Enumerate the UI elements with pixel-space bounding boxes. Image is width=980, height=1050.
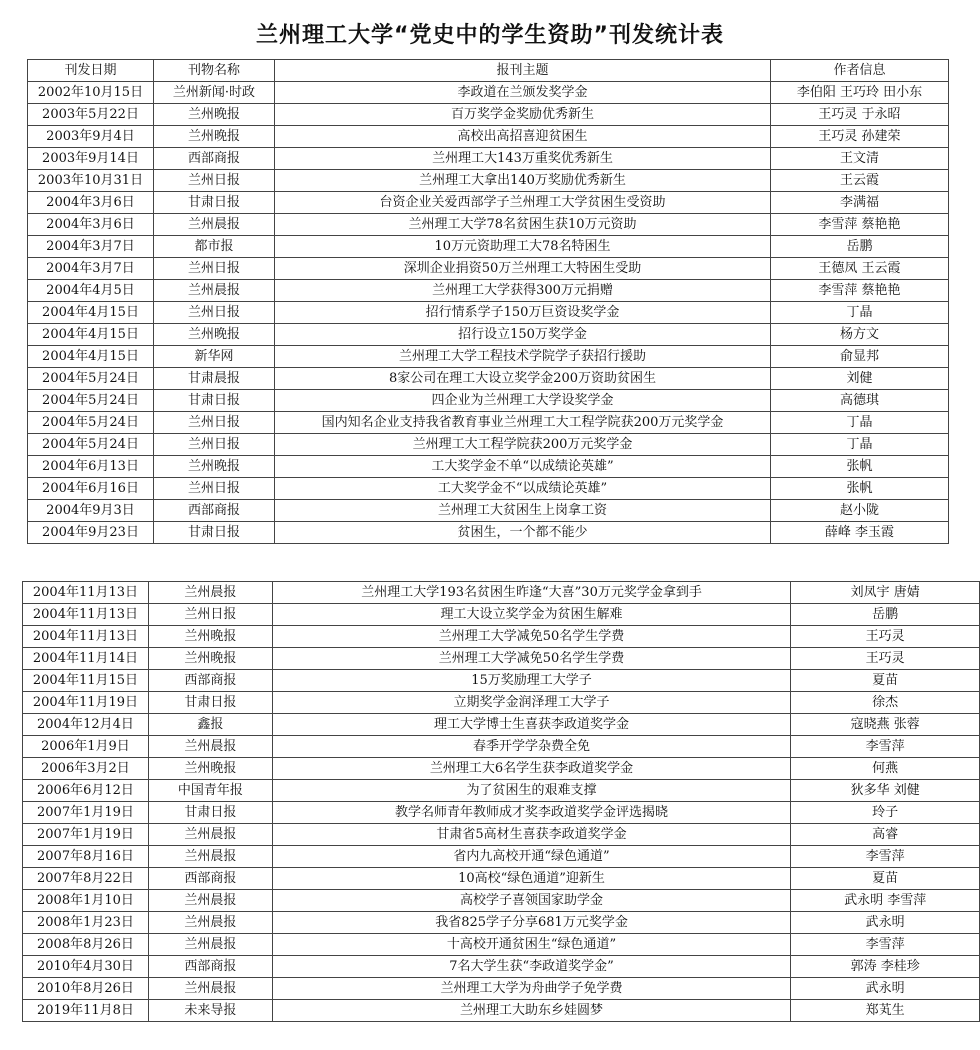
publication-cell: 兰州晚报 (148, 758, 272, 780)
date-cell: 2008年1月23日 (23, 912, 149, 934)
date-cell: 2004年11月13日 (23, 626, 149, 648)
column-header: 刊发日期 (28, 60, 154, 82)
author-cell: 丁晶 (771, 302, 949, 324)
publication-cell: 兰州晨报 (148, 582, 272, 604)
author-cell: 李满福 (771, 192, 949, 214)
topic-cell: 15万奖励理工大学子 (272, 670, 791, 692)
author-cell: 杨方文 (771, 324, 949, 346)
topic-cell: 春季开学学杂费全免 (272, 736, 791, 758)
table-row (23, 758, 980, 780)
table-row (23, 912, 980, 934)
table-row (28, 346, 949, 368)
publication-cell: 兰州新闻·时政 (154, 82, 275, 104)
topic-cell: 兰州理工大学工程技术学院学子获招行援助 (275, 346, 771, 368)
table-row (28, 522, 949, 544)
topic-cell: 7名大学生获“李政道奖学金” (272, 956, 791, 978)
topic-cell: 兰州理工大拿出140万奖励优秀新生 (275, 170, 771, 192)
table-row (28, 170, 949, 192)
column-header: 刊物名称 (154, 60, 275, 82)
date-cell: 2004年4月5日 (28, 280, 154, 302)
publication-cell: 兰州日报 (154, 412, 275, 434)
publication-cell: 西部商报 (148, 868, 272, 890)
author-cell: 高德琪 (771, 390, 949, 412)
topic-cell: 十高校开通贫困生“绿色通道” (272, 934, 791, 956)
date-cell: 2010年4月30日 (23, 956, 149, 978)
publication-cell: 甘肃晨报 (154, 368, 275, 390)
author-cell: 俞显邦 (771, 346, 949, 368)
publication-cell: 兰州日报 (154, 170, 275, 192)
publication-cell: 西部商报 (154, 500, 275, 522)
author-cell: 徐杰 (791, 692, 980, 714)
date-cell: 2004年11月13日 (23, 582, 149, 604)
publication-cell: 新华网 (154, 346, 275, 368)
topic-cell: 兰州理工大贫困生上岗拿工资 (275, 500, 771, 522)
topic-cell: 立期奖学金润泽理工大学子 (272, 692, 791, 714)
topic-cell: 高校出高招喜迎贫困生 (275, 126, 771, 148)
author-cell: 王云霞 (771, 170, 949, 192)
date-cell: 2004年11月14日 (23, 648, 149, 670)
topic-cell: 兰州理工大助东乡娃圆梦 (272, 1000, 791, 1022)
table-row (28, 280, 949, 302)
date-cell: 2008年1月10日 (23, 890, 149, 912)
column-header: 报刊主题 (275, 60, 771, 82)
publication-cell: 兰州晚报 (148, 626, 272, 648)
publication-cell: 兰州晚报 (154, 104, 275, 126)
author-cell: 张帆 (771, 478, 949, 500)
topic-cell: 10高校“绿色通道”迎新生 (272, 868, 791, 890)
date-cell: 2004年11月19日 (23, 692, 149, 714)
topic-cell: 我省825学子分享681万元奖学金 (272, 912, 791, 934)
topic-cell: 工大奖学金不“以成绩论英雄” (275, 478, 771, 500)
topic-cell: 兰州理工大工程学院获200万元奖学金 (275, 434, 771, 456)
table-row (23, 714, 980, 736)
publication-cell: 鑫报 (148, 714, 272, 736)
publication-cell: 甘肃日报 (154, 390, 275, 412)
publication-cell: 西部商报 (154, 148, 275, 170)
publication-cell: 兰州晚报 (154, 126, 275, 148)
author-cell: 夏苗 (791, 670, 980, 692)
topic-cell: 兰州理工大学减免50名学生学费 (272, 648, 791, 670)
topic-cell: 高校学子喜领国家助学金 (272, 890, 791, 912)
publication-cell: 未来导报 (148, 1000, 272, 1022)
table-row (28, 456, 949, 478)
publication-cell: 兰州晨报 (148, 934, 272, 956)
publication-cell: 兰州晨报 (154, 280, 275, 302)
date-cell: 2004年4月15日 (28, 346, 154, 368)
author-cell: 张帆 (771, 456, 949, 478)
author-cell: 丁晶 (771, 412, 949, 434)
header-row (28, 60, 949, 82)
table-row (23, 582, 980, 604)
author-cell: 王巧灵 于永昭 (771, 104, 949, 126)
table-row (23, 780, 980, 802)
topic-cell: 10万元资助理工大78名特困生 (275, 236, 771, 258)
publication-cell: 都市报 (154, 236, 275, 258)
date-cell: 2010年8月26日 (23, 978, 149, 1000)
column-header: 作者信息 (771, 60, 949, 82)
author-cell: 李雪萍 (791, 846, 980, 868)
date-cell: 2004年12月4日 (23, 714, 149, 736)
topic-cell: 招行情系学子150万巨资设奖学金 (275, 302, 771, 324)
publication-cell: 兰州晨报 (148, 824, 272, 846)
publication-cell: 兰州晨报 (154, 214, 275, 236)
date-cell: 2002年10月15日 (28, 82, 154, 104)
topic-cell: 百万奖学金奖励优秀新生 (275, 104, 771, 126)
date-cell: 2006年1月9日 (23, 736, 149, 758)
topic-cell: 国内知名企业支持我省教育事业兰州理工大工程学院获200万元奖学金 (275, 412, 771, 434)
author-cell: 夏苗 (791, 868, 980, 890)
author-cell: 王巧灵 孙建荣 (771, 126, 949, 148)
author-cell: 刘凤宇 唐婧 (791, 582, 980, 604)
table-row (28, 82, 949, 104)
table-row (23, 648, 980, 670)
date-cell: 2004年6月13日 (28, 456, 154, 478)
date-cell: 2008年8月26日 (23, 934, 149, 956)
author-cell: 郭涛 李桂珍 (791, 956, 980, 978)
date-cell: 2007年1月19日 (23, 824, 149, 846)
author-cell: 丁晶 (771, 434, 949, 456)
date-cell: 2004年5月24日 (28, 390, 154, 412)
table-row (28, 368, 949, 390)
publication-cell: 兰州晨报 (148, 912, 272, 934)
table-row (28, 148, 949, 170)
publication-cell: 兰州晨报 (148, 890, 272, 912)
author-cell: 李雪萍 蔡艳艳 (771, 214, 949, 236)
table-row (23, 868, 980, 890)
date-cell: 2003年9月4日 (28, 126, 154, 148)
publication-cell: 甘肃日报 (148, 802, 272, 824)
topic-cell: 深圳企业捐资50万兰州理工大特困生受助 (275, 258, 771, 280)
date-cell: 2004年5月24日 (28, 434, 154, 456)
publication-cell: 兰州晨报 (148, 846, 272, 868)
topic-cell: 招行设立150万奖学金 (275, 324, 771, 346)
author-cell: 武永明 李雪萍 (791, 890, 980, 912)
topic-cell: 教学名师青年教师成才奖李政道奖学金评选揭晓 (272, 802, 791, 824)
author-cell: 赵小陇 (771, 500, 949, 522)
table-row (23, 1000, 980, 1022)
publication-cell: 兰州日报 (154, 434, 275, 456)
author-cell: 何燕 (791, 758, 980, 780)
author-cell: 寇晓燕 张蓉 (791, 714, 980, 736)
date-cell: 2019年11月8日 (23, 1000, 149, 1022)
date-cell: 2004年3月6日 (28, 192, 154, 214)
table-row (23, 670, 980, 692)
author-cell: 岳鹏 (771, 236, 949, 258)
date-cell: 2006年6月12日 (23, 780, 149, 802)
topic-cell: 台资企业关爱西部学子兰州理工大学贫困生受资助 (275, 192, 771, 214)
topic-cell: 兰州理工大学为舟曲学子免学费 (272, 978, 791, 1000)
author-cell: 王文清 (771, 148, 949, 170)
publication-cell: 兰州晚报 (148, 648, 272, 670)
date-cell: 2004年5月24日 (28, 368, 154, 390)
date-cell: 2004年11月15日 (23, 670, 149, 692)
author-cell: 武永明 (791, 912, 980, 934)
topic-cell: 理工大学博士生喜获李政道奖学金 (272, 714, 791, 736)
author-cell: 李伯阳 王巧玲 田小东 (771, 82, 949, 104)
publication-cell: 兰州日报 (148, 604, 272, 626)
date-cell: 2004年3月7日 (28, 258, 154, 280)
statistics-table-1 (27, 59, 949, 544)
author-cell: 高睿 (791, 824, 980, 846)
topic-cell: 8家公司在理工大设立奖学金200万资助贫困生 (275, 368, 771, 390)
table-row (23, 956, 980, 978)
date-cell: 2007年8月16日 (23, 846, 149, 868)
table-row (23, 736, 980, 758)
date-cell: 2004年9月3日 (28, 500, 154, 522)
author-cell: 郑芄生 (791, 1000, 980, 1022)
date-cell: 2004年3月7日 (28, 236, 154, 258)
topic-cell: 为了贫困生的艰难支撑 (272, 780, 791, 802)
publication-cell: 兰州晨报 (148, 736, 272, 758)
table-row (23, 978, 980, 1000)
publication-cell: 兰州晚报 (154, 324, 275, 346)
table-row (28, 104, 949, 126)
statistics-table-2 (22, 581, 980, 1022)
publication-cell: 甘肃日报 (148, 692, 272, 714)
table-row (23, 934, 980, 956)
topic-cell: 贫困生，一个都不能少 (275, 522, 771, 544)
table-row (28, 258, 949, 280)
date-cell: 2003年10月31日 (28, 170, 154, 192)
table-row (23, 890, 980, 912)
author-cell: 李雪萍 (791, 736, 980, 758)
topic-cell: 工大奖学金不单“以成绩论英雄” (275, 456, 771, 478)
table-row (28, 302, 949, 324)
topic-cell: 甘肃省5高材生喜获李政道奖学金 (272, 824, 791, 846)
publication-cell: 中国青年报 (148, 780, 272, 802)
author-cell: 狄多华 刘健 (791, 780, 980, 802)
author-cell: 玲子 (791, 802, 980, 824)
topic-cell: 兰州理工大6名学生获李政道奖学金 (272, 758, 791, 780)
table-row (23, 626, 980, 648)
table-row (28, 126, 949, 148)
topic-cell: 兰州理工大学减免50名学生学费 (272, 626, 791, 648)
author-cell: 李雪萍 蔡艳艳 (771, 280, 949, 302)
author-cell: 刘健 (771, 368, 949, 390)
date-cell: 2004年4月15日 (28, 324, 154, 346)
author-cell: 王巧灵 (791, 648, 980, 670)
publication-cell: 西部商报 (148, 956, 272, 978)
publication-cell: 兰州晚报 (154, 456, 275, 478)
date-cell: 2003年5月22日 (28, 104, 154, 126)
topic-cell: 兰州理工大学193名贫困生昨逢“大喜”30万元奖学金拿到手 (272, 582, 791, 604)
author-cell: 李雪萍 (791, 934, 980, 956)
publication-cell: 兰州日报 (154, 302, 275, 324)
table-row (23, 846, 980, 868)
table-row (28, 192, 949, 214)
table-row (28, 236, 949, 258)
topic-cell: 兰州理工大学获得300万元捐赠 (275, 280, 771, 302)
publication-cell: 西部商报 (148, 670, 272, 692)
date-cell: 2004年6月16日 (28, 478, 154, 500)
date-cell: 2004年5月24日 (28, 412, 154, 434)
author-cell: 王德凤 王云霞 (771, 258, 949, 280)
author-cell: 王巧灵 (791, 626, 980, 648)
date-cell: 2006年3月2日 (23, 758, 149, 780)
date-cell: 2004年4月15日 (28, 302, 154, 324)
table-row (28, 412, 949, 434)
publication-cell: 兰州日报 (154, 478, 275, 500)
table-row (28, 324, 949, 346)
topic-cell: 理工大设立奖学金为贫困生解难 (272, 604, 791, 626)
publication-cell: 甘肃日报 (154, 522, 275, 544)
author-cell: 岳鹏 (791, 604, 980, 626)
table-row (23, 692, 980, 714)
topic-cell: 兰州理工大学78名贫困生获10万元资助 (275, 214, 771, 236)
publication-cell: 兰州晨报 (148, 978, 272, 1000)
date-cell: 2004年11月13日 (23, 604, 149, 626)
topic-cell: 省内九高校开通“绿色通道” (272, 846, 791, 868)
table-row (23, 604, 980, 626)
table-row (28, 390, 949, 412)
topic-cell: 李政道在兰颁发奖学金 (275, 82, 771, 104)
date-cell: 2003年9月14日 (28, 148, 154, 170)
table-row (28, 214, 949, 236)
date-cell: 2004年9月23日 (28, 522, 154, 544)
author-cell: 武永明 (791, 978, 980, 1000)
topic-cell: 兰州理工大143万重奖优秀新生 (275, 148, 771, 170)
table-row (23, 802, 980, 824)
date-cell: 2007年1月19日 (23, 802, 149, 824)
publication-cell: 甘肃日报 (154, 192, 275, 214)
table-row (23, 824, 980, 846)
table-row (28, 478, 949, 500)
table-row (28, 500, 949, 522)
page-title: 兰州理工大学“党史中的学生资助”刊发统计表 (256, 23, 724, 48)
author-cell: 薛峰 李玉霞 (771, 522, 949, 544)
date-cell: 2007年8月22日 (23, 868, 149, 890)
publication-cell: 兰州日报 (154, 258, 275, 280)
topic-cell: 四企业为兰州理工大学设奖学金 (275, 390, 771, 412)
table-row (28, 434, 949, 456)
date-cell: 2004年3月6日 (28, 214, 154, 236)
